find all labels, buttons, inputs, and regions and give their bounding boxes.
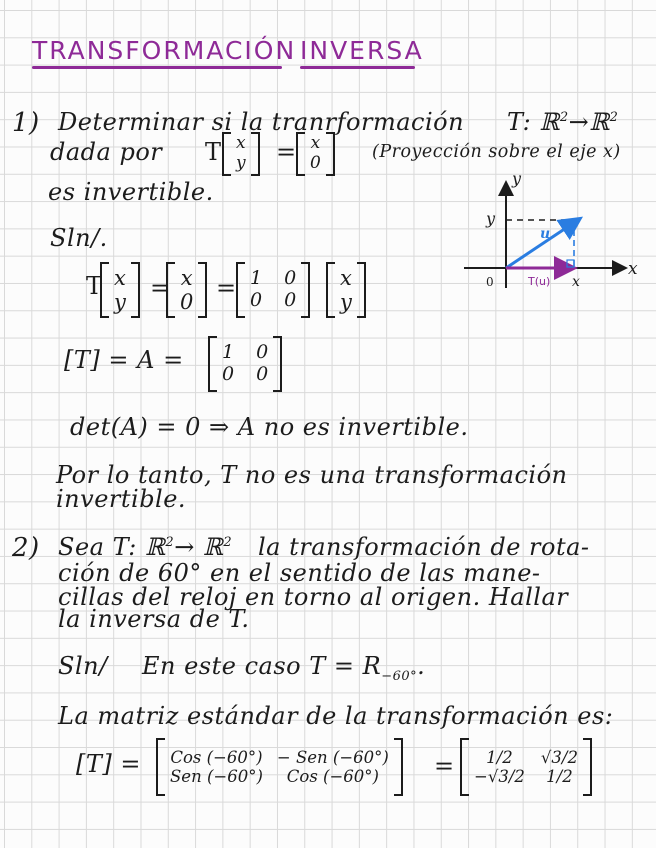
- p2-sea: Sea T: ℝ: [58, 533, 166, 561]
- matrix-cell: 1: [222, 341, 235, 364]
- mapping-codomain: ℝ: [589, 108, 610, 136]
- mapping-domain-exp: 2: [559, 110, 569, 125]
- projection-label: T(u): [528, 275, 551, 288]
- bracket-left: [326, 262, 335, 318]
- problem-1-number: 1): [12, 108, 40, 138]
- matrix-cell: 0: [250, 289, 263, 311]
- problem-1-line-3: es invertible.: [48, 178, 214, 206]
- bracket-left: [100, 262, 109, 318]
- matrix-cell: √3/2: [540, 747, 578, 767]
- vector-xy-calc-2: [326, 262, 366, 318]
- conclusion-line-2: invertible.: [56, 485, 187, 513]
- vector-cell: y: [340, 290, 352, 314]
- bracket-left: [222, 132, 231, 176]
- calc-eq-2: =: [216, 274, 237, 302]
- problem-1-statement: Determinar si la tranrformación: [58, 108, 465, 136]
- matrix-cells: [469, 749, 583, 786]
- matrix-cell: 1: [250, 267, 263, 290]
- problem-1-mapping: [507, 110, 618, 134]
- right-angle-mark: [567, 260, 574, 267]
- problem-1-line-2: dada por: [50, 138, 163, 166]
- bracket-right: [131, 262, 140, 318]
- determinant-line: det(A) = 0 ⇒ A no es invertible.: [70, 413, 469, 441]
- matrix-A: [208, 336, 282, 392]
- line-2-T: T: [205, 138, 222, 166]
- rotation-matrix: [156, 738, 403, 796]
- matrix-cell: 0: [284, 289, 297, 311]
- title-word-1: TRANSFORMACIÓN: [32, 36, 297, 65]
- std-matrix-lhs: [T] = A =: [64, 346, 184, 374]
- matrix-cell: − Sen (−60°): [276, 747, 389, 767]
- vector-cell: x: [114, 265, 126, 290]
- y-tick-label: y: [486, 209, 496, 228]
- vector-cells: [109, 267, 131, 313]
- problem-2-line-4: la inversa de T.: [58, 605, 250, 633]
- matrix-cell: −√3/2: [474, 767, 525, 786]
- mapping-domain: T: ℝ: [507, 108, 560, 136]
- problem-2-line-1: [58, 535, 232, 559]
- mapping-codomain-exp: 2: [609, 110, 619, 125]
- bracket-left: [460, 738, 469, 796]
- vector-cell: x: [236, 133, 246, 154]
- bracket-left: [166, 262, 175, 318]
- matrix-cell: Cos (−60°): [286, 767, 379, 786]
- vector-cells: [335, 267, 357, 313]
- solution-2-label: Sln/: [58, 652, 108, 680]
- bracket-right: [326, 132, 335, 176]
- case-end: .: [417, 652, 426, 680]
- vector-cell: 0: [180, 290, 194, 314]
- matrix-cell: 0: [256, 341, 269, 364]
- bracket-right: [251, 132, 260, 176]
- matrix-cell: Cos (−60°): [170, 747, 263, 767]
- bracket-right: [357, 262, 366, 318]
- bracket-left: [296, 132, 305, 176]
- vector-cell: y: [114, 290, 126, 314]
- vector-cells: [305, 135, 326, 173]
- projection-note: (Proyección sobre el eje x): [372, 142, 621, 162]
- vector-x0-calc: [166, 262, 207, 318]
- vector-cell: x: [310, 133, 321, 154]
- title-underline-1: [32, 66, 282, 69]
- matrix-cell: 0: [222, 363, 235, 385]
- solution-1-label: Sln/.: [50, 224, 108, 252]
- vector-cell: 0: [310, 153, 321, 173]
- bracket-left: [156, 738, 165, 796]
- vector-x0-small: [296, 132, 335, 176]
- title-word-2: INVERSA: [300, 36, 424, 65]
- bracket-right: [583, 738, 592, 796]
- conclusion-line-1: Por lo tanto, T no es una transformación: [56, 461, 568, 489]
- bracket-right: [394, 738, 403, 796]
- value-matrix: [460, 738, 592, 796]
- vector-cells: [231, 135, 251, 173]
- problem-2-number: 2): [12, 533, 40, 563]
- case-subscript: −60°: [381, 668, 418, 684]
- calc-T: T: [86, 272, 103, 300]
- x-axis-label: x: [628, 259, 638, 279]
- problem-2-line-1-rest: la transformación de rota-: [258, 533, 590, 561]
- case-text: En este caso T = R: [142, 652, 382, 680]
- matrix-A-calc: [236, 262, 310, 318]
- matrix-cells: [245, 269, 301, 311]
- origin-label: 0: [486, 275, 494, 289]
- problem-1-line-1: [58, 110, 464, 134]
- bracket-right: [301, 262, 310, 318]
- matrix-cell: Sen (−60°): [170, 767, 263, 786]
- vector-cell: x: [180, 265, 193, 290]
- p2-exp-1: 2: [165, 535, 175, 550]
- line-2-eq: =: [276, 138, 297, 166]
- vector-xy-calc: [100, 262, 140, 318]
- matrix-cells: [165, 749, 394, 786]
- matrix-cell: 1/2: [486, 747, 513, 767]
- vector-cells: [175, 267, 198, 313]
- y-axis-label: y: [512, 169, 522, 188]
- p2-arrow: → ℝ: [174, 533, 224, 561]
- bracket-left: [208, 336, 217, 392]
- vector-u-label: u: [540, 226, 551, 242]
- problem-2-line-3: cillas del reloj en torno al origen. Hallar: [58, 583, 569, 611]
- matrix-cells: [217, 343, 273, 385]
- std-matrix-lhs-2: [T] =: [76, 750, 141, 778]
- vector-cell: y: [236, 153, 246, 173]
- x-tick-label: x: [572, 274, 580, 290]
- mapping-arrow: →: [568, 108, 590, 136]
- standard-matrix-line: La matriz estándar de la transformación es:: [58, 702, 614, 730]
- matrix-cell: 0: [284, 267, 297, 290]
- bracket-right: [273, 336, 282, 392]
- bracket-right: [198, 262, 207, 318]
- problem-2-line-2: ción de 60° en el sentido de las mane-: [58, 559, 541, 587]
- title-underline-2: [300, 66, 415, 69]
- bracket-left: [236, 262, 245, 318]
- vector-cell: x: [340, 265, 352, 290]
- rotation-eq: =: [434, 752, 455, 780]
- matrix-cell: 0: [256, 363, 269, 385]
- p2-exp-2: 2: [223, 535, 233, 550]
- projection-figure: [456, 168, 646, 298]
- matrix-cell: 1/2: [546, 767, 573, 786]
- calc-eq-1: =: [150, 274, 171, 302]
- case-line: [142, 654, 425, 683]
- vector-xy-small: [222, 132, 260, 176]
